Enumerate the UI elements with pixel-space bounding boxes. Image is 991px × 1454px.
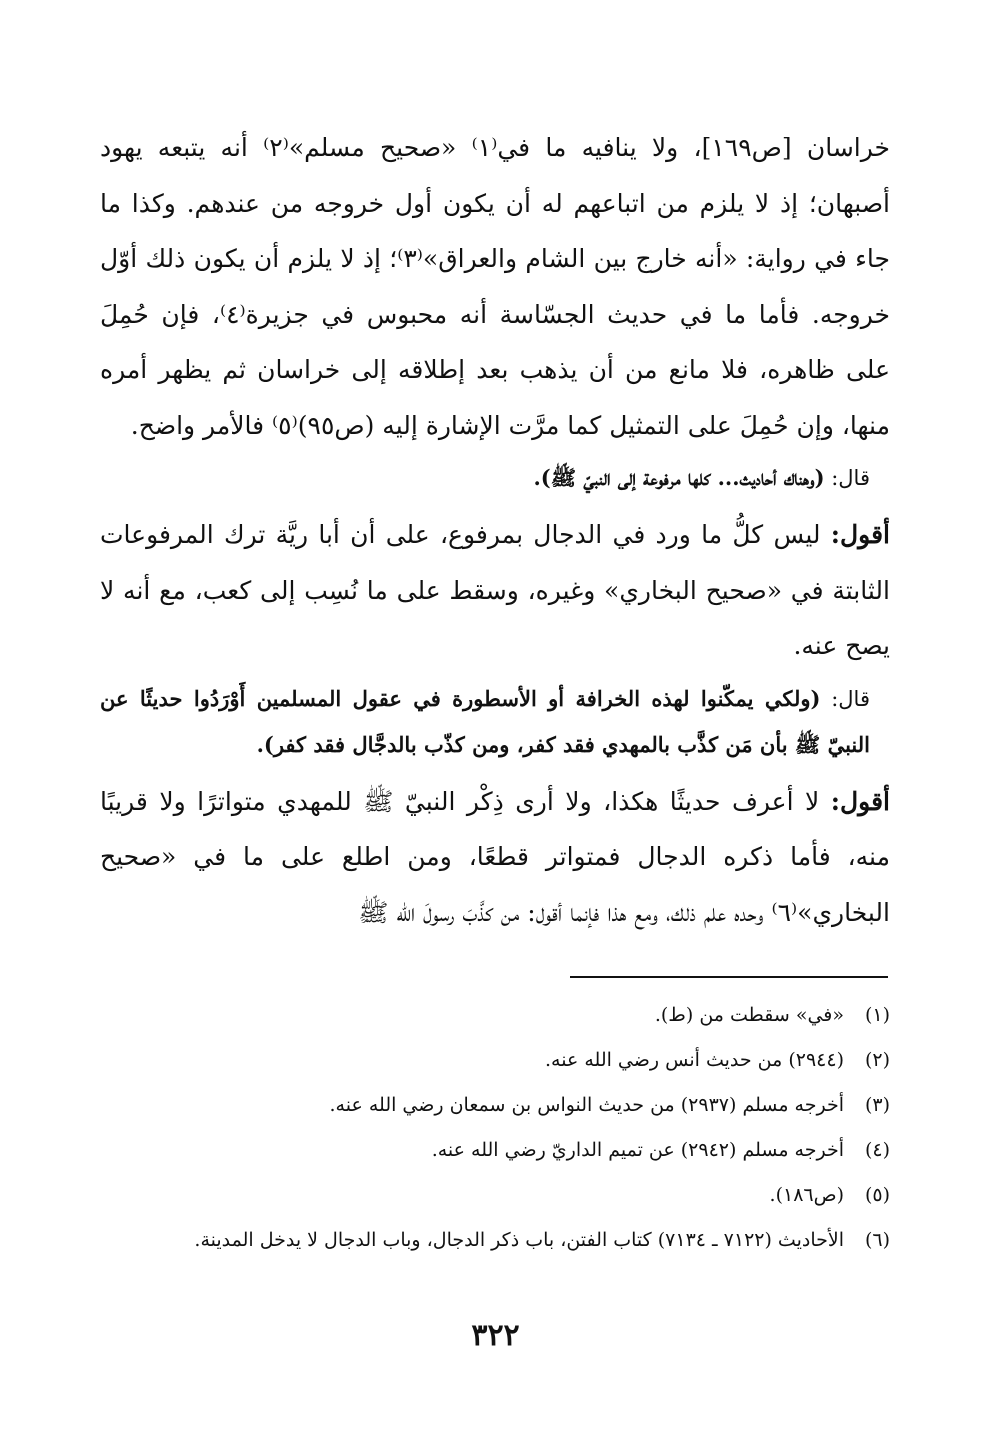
quote-2-text: (ولكي يمكّنوا لهذه الخرافة أو الأسطورة في عقول المسلمين أَوْرَدُوا حديثًا عن النبيّ ﷺ بأن مَن كذَّب بالمهدي فقد كفر، ومن كذّب بالدجَّال فقد كفر). [100,685,870,757]
footnote-separator [570,976,888,978]
quote-1-text: (وهناك أحاديث... كلها مرفوعة إلى النبيّ ﷺ). [533,465,825,490]
footnote-item [100,993,890,1038]
quote-1-label: قال: [831,466,870,490]
footnote-item [100,1173,890,1218]
footnote-item [100,1083,890,1128]
page-number: ٣٢٢ [471,1318,520,1353]
paragraph-2-text: ليس كلُّ ما ورد في الدجال بمرفوع، على أن أبا ريَّة ترك المرفوعات الثابتة في «صحيح البخاري» وغيره، وسقط على ما نُسِب إلى كعب، مع أنه لا يصح عنه. [100,520,890,660]
footnote-text: (ص١٨٦). [769,1184,844,1206]
footnotes [100,993,890,1263]
paragraph-3-text: لا أعرف حديثًا هكذا، ولا أرى ذِكْر النبيّ ﷺ للمهدي متواترًا ولا قريبًا منه، فأما ذكره الدجال فمتواتر قطعًا، ومن اطلع على ما في «صحيح البخاري»⁽٦⁾ وحده علم ذلك، ومع هذا فإنما أقول: من كذَّبَ رسولَ الله ﷺ [100,786,890,927]
main-text [100,120,890,940]
paragraph-3 [100,774,890,941]
footnote-text: «في» سقطت من (ط). [654,1004,844,1026]
footnote-number: (٥) [864,1184,890,1206]
footnote-number: (٣) [864,1094,890,1116]
paragraph-3-lead: أقول: [830,786,890,816]
footnote-item [100,1038,890,1083]
footnote-text: (٢٩٤٤) من حديث أنس رضي الله عنه. [545,1049,844,1071]
footnote-text: أخرجه مسلم (٢٩٤٢) عن تميم الداريّ رضي الله عنه. [431,1139,844,1161]
paragraph-1 [100,120,890,453]
quote-1 [100,455,890,501]
quote-2 [100,676,890,768]
footnote-item [100,1128,890,1173]
quote-2-label: قال: [831,686,870,711]
footnote-number: (٦) [864,1229,890,1251]
footnote-number: (٢) [864,1049,890,1071]
paragraph-2 [100,507,890,674]
footnote-item [100,1218,890,1263]
paragraph-2-lead: أقول: [830,520,890,549]
footnote-text: أخرجه مسلم (٢٩٣٧) من حديث النواس بن سمعان رضي الله عنه. [329,1094,844,1116]
footnote-number: (٤) [864,1139,890,1161]
footnote-number: (١) [864,1004,890,1026]
paragraph-1-text: خراسان [ص١٦٩]، ولا ينافيه ما في⁽١⁾ «صحيح مسلم»⁽٢⁾ أنه يتبعه يهود أصبهان؛ إذ لا يلزم من اتباعهم له أن يكون أول خروجه من عندهم. وكذا ما جاء في رواية: «أنه خارج بين الشام والعراق»⁽٣⁾؛ إذ لا يلزم أن يكون ذلك أوّل خروجه. فأما ما في حديث الجسّاسة أنه محبوس في جزيرة⁽٤⁾، فإن حُمِلَ على ظاهره، فلا مانع من أن يذهب بعد إطلاقه إلى خراسان ثم يظهر أمره منها، وإن حُمِلَ على التمثيل كما مرَّت الإشارة إليه (ص٩٥)⁽٥⁾ فالأمر واضح. [100,133,891,440]
footnote-text: الأحاديث (٧١٢٢ ـ ٧١٣٤) كتاب الفتن، باب ذكر الدجال، وباب الدجال لا يدخل المدينة. [194,1229,844,1251]
